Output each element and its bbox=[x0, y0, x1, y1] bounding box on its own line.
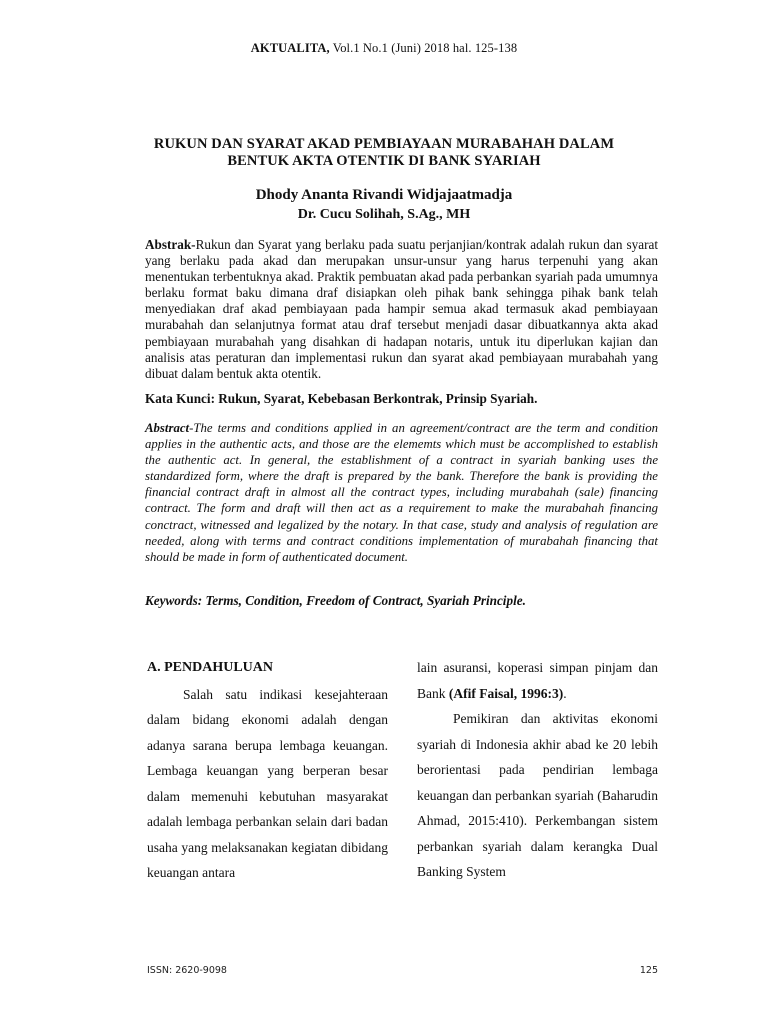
abstract-en-label: Abstract bbox=[145, 421, 190, 435]
citation-period: . bbox=[563, 685, 567, 701]
abstract-id-text: Rukun dan Syarat yang berlaku pada suatu perjanjian/kontrak adalah rukun dan syarat yang berlaku pada akad dan merupakan unsur-unsur yang harus terpenuhi yang akan menentukan terbentuknya akad. Praktik pembuatan akad pada perbankan syariah pada umumnya berlaku format baku dimana draf disiapkan oleh pihak bank sehingga pihak bank telah menyediakan draf akad pembiayaan pada hampir semua akad termasuk akad pembiayaan murabahah dan selanjutnya format atau draf tersebut menjadi dasar dibuatkannya akta akad pembiayaan murabahah yang disahkan di hadapan notaris, untuk itu diperlukan kajian dan analisis atas peraturan dan implementasi rukun dan syarat akad pembiayaan murabahah yang dibuat dalam bentuk akta otentik. bbox=[145, 237, 658, 381]
right-column bbox=[417, 655, 658, 885]
kata-kunci: Kata Kunci: Rukun, Syarat, Kebebasan Berkontrak, Prinsip Syariah. bbox=[145, 391, 538, 406]
title-line-2: BENTUK AKTA OTENTIK DI BANK SYARIAH bbox=[227, 153, 541, 169]
footer-issn: ISSN: 2620-9098 bbox=[147, 965, 227, 976]
paper-title bbox=[100, 136, 668, 170]
journal-details: Vol.1 No.1 (Juni) 2018 hal. 125-138 bbox=[332, 41, 518, 55]
journal-name: AKTUALITA, bbox=[250, 41, 330, 55]
right-paragraph: Pemikiran dan aktivitas ekonomi syariah di Indonesia akhir abad ke 20 lebih berorientasi pada pendirian lembaga keuangan dan perbankan syariah (Baharudin Ahmad, 2015:410). Perkembangan sistem perbankan syariah dalam kerangka Dual Banking System bbox=[417, 711, 658, 879]
title-line-1: RUKUN DAN SYARAT AKAD PEMBIAYAAN MURABAHAH DALAM bbox=[153, 136, 615, 152]
citation: (Afif Faisal, 1996:3) bbox=[448, 685, 564, 701]
right-continuation-paragraph bbox=[417, 655, 658, 706]
running-header bbox=[0, 41, 768, 56]
abstract-indonesian bbox=[145, 237, 658, 382]
authors-block bbox=[100, 186, 668, 224]
left-paragraph: Salah satu indikasi kesejahteraan dalam bidang ekonomi adalah dengan adanya sarana berupa lembaga keuangan. Lembaga keuangan yang berperan besar dalam memenuhi kebutuhan masyarakat adalah lembaga perbankan selain dari badan usaha yang melaksanakan kegiatan dibidang keuangan antara bbox=[147, 686, 388, 880]
author-1: Dhody Ananta Rivandi Widjajaatmadja bbox=[255, 187, 513, 203]
keywords: Keywords: Terms, Condition, Freedom of Contract, Syariah Principle. bbox=[145, 593, 526, 608]
abstract-en-text: -The terms and conditions applied in an agreement/contract are the term and condition applies in the authentic acts, and those are the elememts which must be accomplished to establish the authentic act. In general, the establishment of a contract in syariah banking uses the standardized form, where the draft is prepared by the bank. Therefore the bank is providing the financial contract draft in almost all the contract types, including murabahah (sale) financing contract. The form and draft will then act as a requirement to make the murabahah financing conctract, witnessed and legalized by the notary. In that case, study and analysis of regulation are needed, along with terms and contract conditions implementation of murabahah financing that should be made in form of authenticated document. bbox=[145, 421, 658, 564]
page-number: 125 bbox=[639, 965, 658, 976]
section-heading: A. PENDAHULUAN bbox=[147, 660, 273, 675]
right-continuation-text: lain asuransi, koperasi simpan pinjam dan Bank bbox=[417, 660, 658, 701]
abstract-id-label: Abstrak- bbox=[145, 237, 196, 252]
author-2: Dr. Cucu Solihah, S.Ag., MH bbox=[297, 207, 471, 222]
abstract-english bbox=[145, 420, 658, 565]
left-column bbox=[147, 655, 388, 886]
